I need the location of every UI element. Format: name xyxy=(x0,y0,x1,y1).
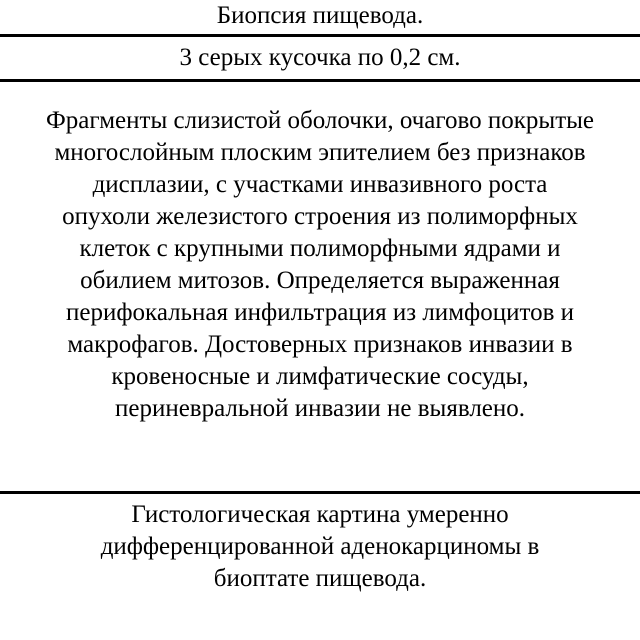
report-title xyxy=(0,0,640,32)
microscopy-line: клеток с крупными полиморфными ядрами и xyxy=(79,235,561,262)
conclusion xyxy=(0,499,640,595)
microscopy-line: кровеносные и лимфатические сосуды, xyxy=(111,363,529,390)
microscopy-line: дисплазии, с участками инвазивного роста xyxy=(92,171,548,198)
specimen-description xyxy=(0,42,640,74)
microscopic-description xyxy=(0,105,640,425)
conclusion-line: Гистологическая картина умеренно xyxy=(131,501,509,528)
divider-1 xyxy=(0,34,640,37)
microscopy-line: периневральной инвазии не выявлено. xyxy=(114,395,526,422)
specimen-description-text: 3 серых кусочка по 0,2 см. xyxy=(179,44,461,71)
microscopy-line: макрофагов. Достоверных признаков инвазии в xyxy=(67,331,573,358)
microscopy-line: опухоли железистого строения из полиморфных xyxy=(62,203,578,230)
divider-2 xyxy=(0,79,640,82)
microscopy-line: обилием митозов. Определяется выраженная xyxy=(80,267,560,294)
divider-3 xyxy=(0,491,640,494)
conclusion-line: дифференцированной аденокарциномы в xyxy=(100,533,540,560)
conclusion-line: биоптате пищевода. xyxy=(213,565,427,592)
microscopy-line: перифокальная инфильтрация из лимфоцитов и xyxy=(66,299,574,326)
microscopy-line: многослойным плоским эпителием без признаков xyxy=(54,139,586,166)
microscopy-line: Фрагменты слизистой оболочки, очагово покрытые xyxy=(45,107,595,134)
report-title-text: Биопсия пищевода. xyxy=(216,2,424,29)
